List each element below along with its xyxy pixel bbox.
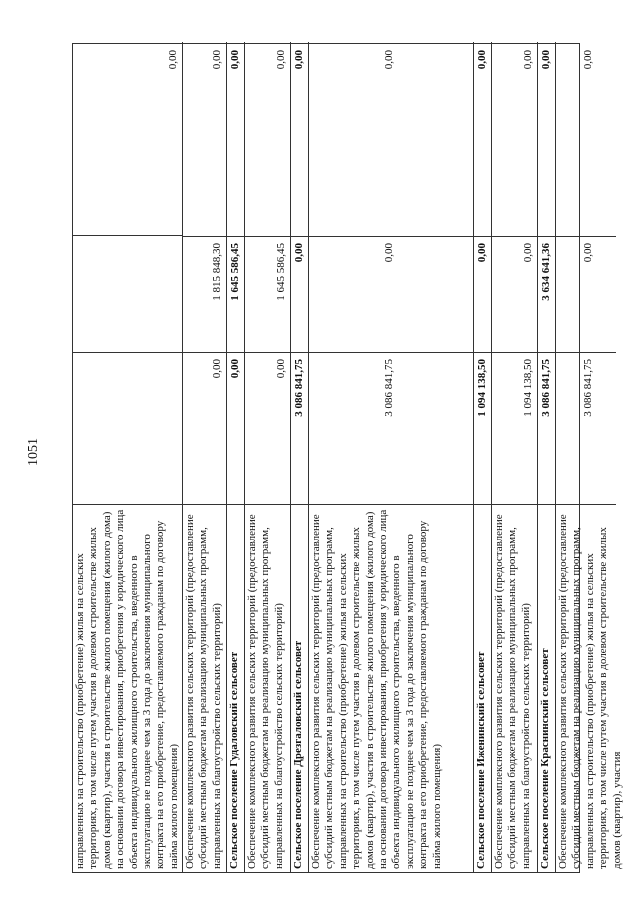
table-row [474,42,492,872]
row-value-2: 0,00 [309,236,473,352]
table-row [309,42,474,872]
row-value-2: 3 634 641,36 [538,236,555,352]
row-name: Сельское поселение Гудаловский сельсовет [227,504,244,872]
row-value-3: 0,00 [211,50,223,70]
row-name: Обеспечение комплексного развития сельских территорий (предоставление субсидий местным бюджетам на реализацию муниципальных программ, направленных на строительство (приобретение) жилья на сельских территориях, в том числе путем участия в долевом строительстве жилых домов (квартир), участия [556,504,616,872]
row-value-3: 0,00 [383,50,395,70]
rotated-page [72,43,623,873]
row-value-2: 0,00 [474,236,491,352]
table-row [556,42,623,872]
row-value-1: 1 094 138,50 [474,352,491,504]
row-value-2: 1 815 848,30 [183,236,226,352]
row-value-2: 0,00 [556,236,616,352]
table-row [538,42,556,872]
row-value-3: 0,00 [275,50,287,70]
row-name: Сельское поселение Краснинский сельсовет [538,504,555,872]
row-name: Обеспечение комплексного развития сельских территорий (предоставление субсидий местным бюджетам на реализацию муниципальных программ, направленных на строительство (приобретение) жилья на сельских территориях, в том числе путем участия в долевом строительстве жилых домов (квартир), участия в строительстве жилого помещения (жилого дома) на основании договора инвестирования, приобретения у юридического лица объекта индивидуального жилищного строительства, введенного в эксплуатацию не позднее чем за 3 года до заключения муниципального контракта на его приобретение, предоставляемого гражданам по договору найма жилого помещения) [309,504,473,872]
table-row [291,42,309,872]
table-row [227,42,245,872]
row-value-3: 0,00 [522,50,534,70]
row-value-2 [73,236,182,352]
table-row [73,42,183,872]
row-name: Сельское поселение Дрезгаловский сельсовет [291,504,308,872]
row-value-1: 3 086 841,75 [556,352,616,504]
row-value-3: 0,00 [73,44,182,236]
budget-table [72,43,623,873]
page-number: 1051 [26,438,41,466]
row-value-1 [73,352,182,504]
table-row [492,42,538,872]
row-value-1: 1 094 138,50 [492,352,537,504]
table-row [245,42,291,872]
row-name: Обеспечение комплексного развития сельских территорий (предоставление субсидий местным бюджетам на реализацию муниципальных программ, направленных на благоустройство сельских территорий) [492,504,537,872]
row-value-2: 1 645 586,45 [245,236,290,352]
row-value-1: 0,00 [183,352,226,504]
row-value-2: 0,00 [291,236,308,352]
row-value-1: 3 086 841,75 [538,352,555,504]
row-value-3: 0,00 [582,50,594,70]
row-name: Сельское поселение Иженинский сельсовет [474,504,491,872]
row-value-3: 0,00 [540,50,552,70]
row-value-3: 0,00 [229,50,241,70]
row-value-1: 0,00 [245,352,290,504]
row-value-2: 0,00 [492,236,537,352]
table-row [183,42,227,872]
row-name: Обеспечение комплексного развития сельских территорий (предоставление субсидий местным бюджетам на реализацию муниципальных программ, направленных на благоустройство сельских территорий) [183,504,226,872]
row-value-3: 0,00 [476,50,488,70]
row-name: направленных на строительство (приобретение) жилья на сельских территориях, в том числе путем участия в долевом строительстве жилых домов (квартир), участия в строительстве жилого помещения (жилого дома) на основании договора инвестирования, приобретения у юридического лица объекта индивидуального жилищного строительства, введенного в эксплуатацию не позднее чем за 3 года до заключения муниципального контракта на его приобретение, предоставляемого гражданам по договору найма жилого помещения) [73,504,182,872]
row-name: Обеспечение комплексного развития сельских территорий (предоставление субсидий местным бюджетам на реализацию муниципальных программ, направленных на благоустройство сельских территорий) [245,504,290,872]
row-value-3: 0,00 [293,50,305,70]
row-value-1: 3 086 841,75 [309,352,473,504]
row-value-2: 1 645 586,45 [227,236,244,352]
row-value-1: 3 086 841,75 [291,352,308,504]
row-value-1: 0,00 [227,352,244,504]
